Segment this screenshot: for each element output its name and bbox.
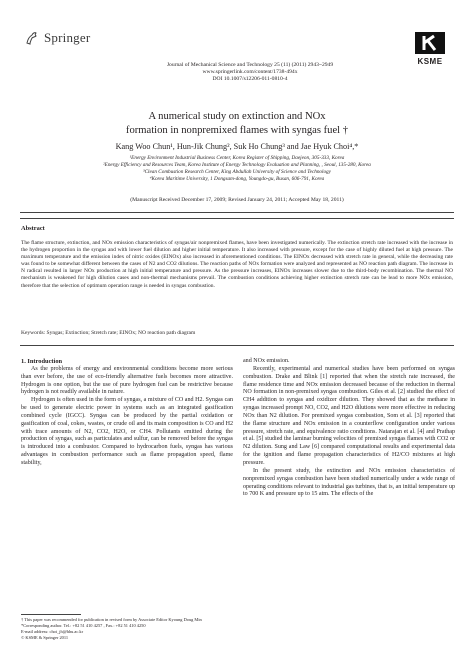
- affiliation-3: ³Clean Combustion Research Center, King Abdullah University of Science and Technology: [143, 169, 331, 175]
- abstract-heading: Abstract: [21, 225, 45, 232]
- ksme-logo: [408, 32, 452, 66]
- divider-abstract-top: [20, 218, 454, 219]
- journal-url: www.springerlink.com/content/1738-494x: [202, 69, 298, 75]
- springer-logo: [24, 30, 90, 46]
- footnote-divider: [21, 614, 81, 615]
- paragraph: In the present study, the extinction and NOx emission characteristics of nonpremixed syngas combustion have been studied numerically under a wide range of operating conditions relevant to industrial gas turbines, that is, an initial temperature up to 700 K and pressure up to 15 atm. The effects of the: [243, 467, 455, 498]
- affiliation-4: ⁴Korea Maritime University, 1 Dongsam-dong, Youngdo-gu, Busan, 606-791, Korea: [149, 176, 325, 182]
- keywords: Keywords: Syngas; Extinction; Stretch rate; EINOx; NO reaction path diagram: [21, 330, 196, 336]
- springer-horse-icon: [24, 30, 40, 46]
- paragraph: and NOx emission.: [243, 358, 290, 364]
- paragraph: As the problems of energy and environmental conditions become more serious than ever before, the use of eco-friendly alternative fuels becomes more attractive. Hydrogen is one option, but the use of pure hydrogen fuel can be restrictive because hydrogen is not readily available in nature.: [21, 365, 233, 396]
- paper-title: [40, 110, 434, 138]
- footnotes: [21, 617, 233, 641]
- divider-abstract-bottom: [20, 345, 454, 346]
- ksme-emblem-icon: [415, 32, 445, 54]
- author-list: Kang Woo Chun¹, Hun-Jik Chung², Suk Ho Chung³ and Jae Hyuk Choi⁴,*: [115, 142, 359, 151]
- affiliation-1: ¹Energy Environment Industrial Business Center, Korea Register of Shipping, Daejeon, 305-333, Korea: [129, 155, 345, 161]
- section-heading-introduction: 1. Introduction: [21, 358, 63, 365]
- footnote-recommendation: † This paper was recommended for publication in revised form by Associate Editor Kyoung Doug Min: [21, 617, 202, 622]
- journal-info: [100, 62, 400, 83]
- manuscript-dates: (Manuscript Received December 17, 2009; Revised January 24, 2011; Accepted May 18, 2011): [130, 197, 344, 203]
- affiliation-2: ²Energy Efficiency and Resources Team, Korea Institute of Energy Technology Evaluation and Planning, , Seoul, 135-280, Korea: [103, 162, 371, 168]
- journal-doi: DOI 10.1007/s12206-011-0810-4: [212, 76, 288, 82]
- right-column: [243, 358, 455, 499]
- paragraph: Recently, experimental and numerical studies have been performed on syngas combustion. Drake and Blink [1] reported that when the stretch rate increased, the flame residence time and NOx emission decreased because of the reduction in thermal NO formation in non-premixed syngas combustion. Giles et al. [2] studied the effect of CH4 addition to syngas and oxidizer dilution. They showed that as the methane in syngas increased prompt NO, CO2, and H2O dilutions were more effective in reducing NOx than N2 dilution. For premixed syngas combustion, Som et al. [3] reported that the flame structure and NOx emission in a counterflow configuration under various pressure, stretch rate, and equivalence ratio conditions. Natarajan et al. [4] and Prathap et al. [5] studied the laminar burning velocities of premixed syngas flames with CO2 or N2 dilution. Sung and Law [6] compared computational results and experimental data for the ignition and flame propagation characteristics of H2/CO mixtures at high pressure.: [243, 365, 455, 466]
- title-line-2: formation in nonpremixed flames with syngas fuel †: [125, 125, 349, 136]
- paragraph: Hydrogen is often used in the form of syngas, a mixture of CO and H2. Syngas can be used to generate electric power in systems such as an integrated gasification combined cycle (IGCC). Syngas can be produced by the partial oxidation or gasification of coal, cokes, wastes, or crude oil and its main composition is CO and H2 with trace amounts of N2, CO2, H2O, or CH4. Pollutants emitted during the production of syngas, such as particulates and sulfur, can be removed before the syngas is introduced into a combustor. Compared to hydrocarbon fuels, syngas has various advantages in combustion performance such as flame propagation speed, flame stability,: [21, 397, 233, 466]
- footnote-corresponding: *Corresponding author. Tel.: +82 51 410 4257 , Fax.: +82 51 410 4250: [21, 623, 146, 628]
- footnote-email: E-mail address: choi_jh@hhu.ac.kr: [21, 629, 84, 634]
- left-column: [21, 358, 233, 468]
- journal-line: Journal of Mechanical Science and Technology 25 (11) (2011) 2943~2949: [166, 62, 334, 68]
- abstract-text: The flame structure, extinction, and NOx emission characteristics of syngas/air nonpremixed flames, have been investigated numerically. The extinction stretch rate increased with the increase in the hydrogen proportion in the syngas and with lower fuel dilution and higher initial temperature. It also increased with pressure, except for the case of highly diluted fuel at high pressure. The maximum temperature and the emission index of nitric oxides (EINOx) also increased in aforementioned conditions. The EINOx decreased with stretch rate in general, while the decreasing rate was found to be somewhat different between the cases of N2 and CO2 dilutions. The reaction paths of NOx formation were analyzed and represented as NO reaction path diagram. The increase in N radical resulted in larger NOx production at high initial temperature and pressure. As the pressure increases, EINOx increases slower due to the third-body recombination. The thermal NO mechanism is weakened for high dilution cases and non-thermal mechanisms prevail. The combustion conditions achieving higher extinction stretch rate can be lead to more NOx emission, therefore that the selection of optimum operation range is needed in syngas combustion.: [21, 240, 453, 289]
- publisher-name: Springer: [44, 30, 91, 45]
- affiliations: [40, 155, 434, 183]
- divider-top: [20, 212, 454, 213]
- ksme-label: KSME: [417, 57, 443, 66]
- title-line-1: A numerical study on extinction and NOx: [148, 111, 326, 122]
- footnote-copyright: © KSME & Springer 2011: [21, 635, 69, 640]
